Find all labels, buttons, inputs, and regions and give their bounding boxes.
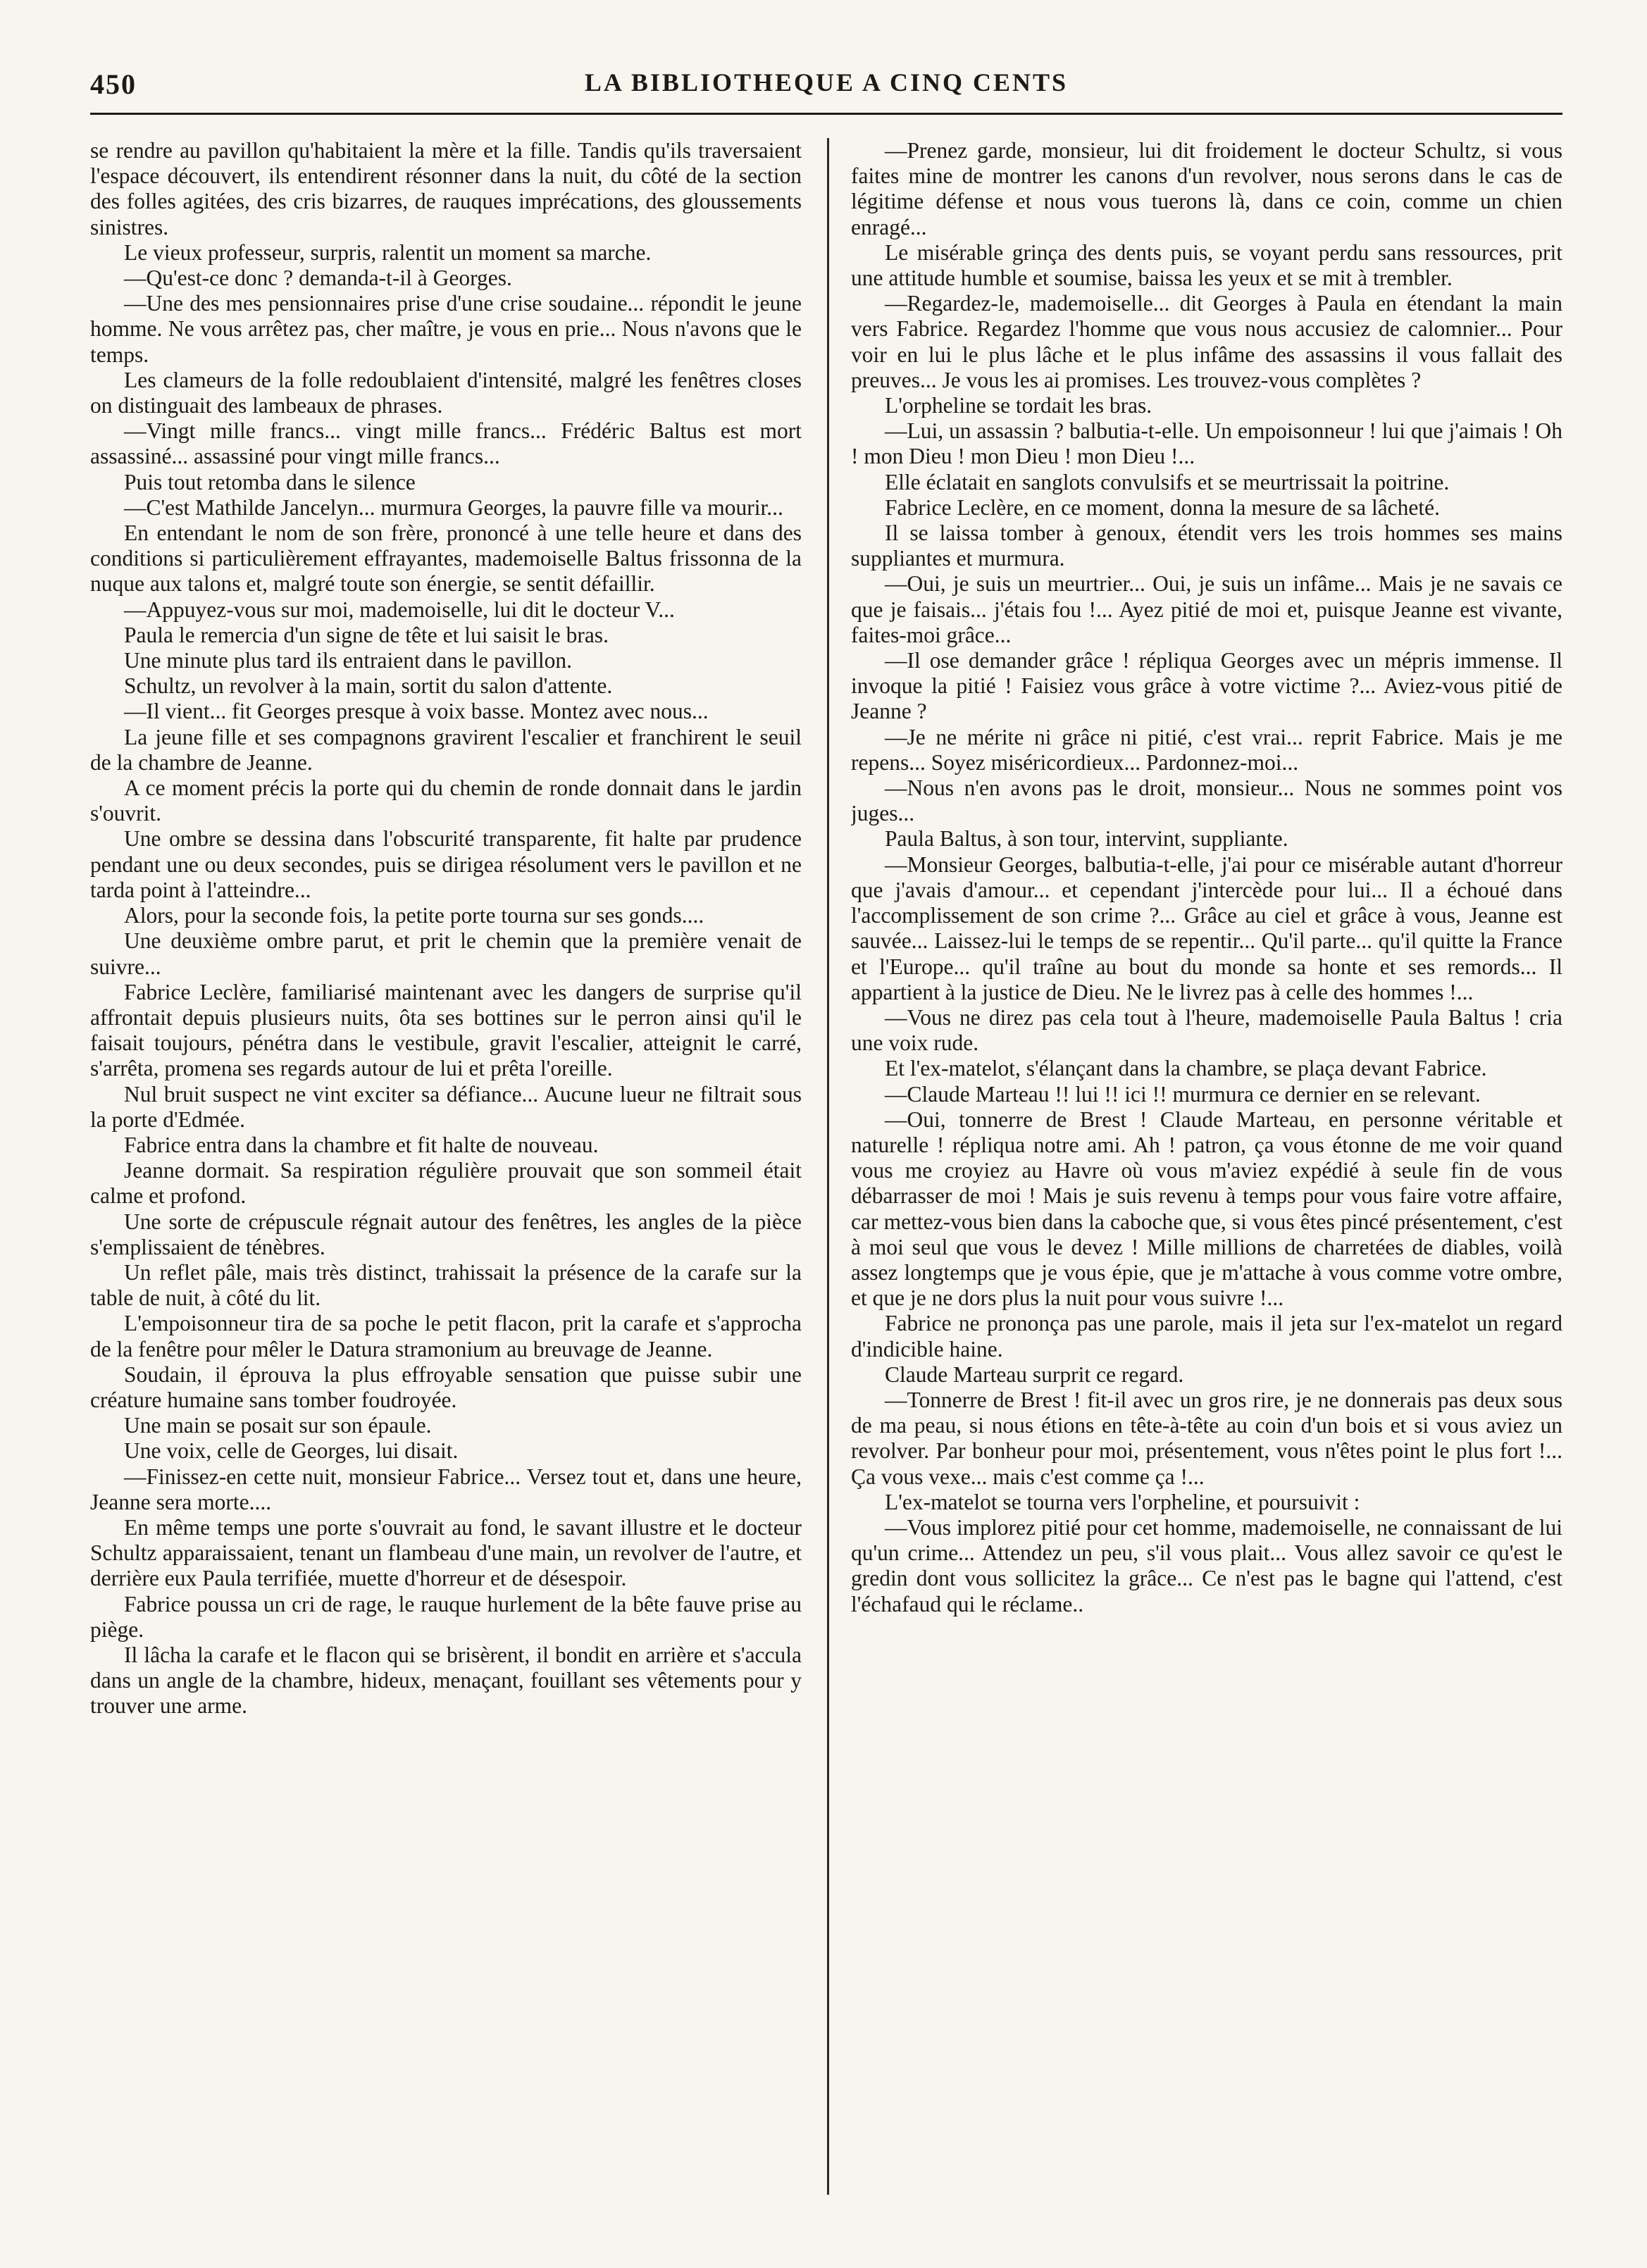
right-text-column: [851, 138, 1562, 2216]
paragraph: Schultz, un revolver à la main, sortit du salon d'attente.: [124, 673, 613, 699]
paragraph: Il lâcha la carafe et le flacon qui se brisèrent, il bondit en arrière et s'accula dans un angle de la chambre, hideux, menaçant, fouillant ses vêtements pour y trouver une arme.: [90, 1642, 802, 1719]
paragraph: —Vous ne direz pas cela tout à l'heure, mademoiselle Paula Baltus ! cria une voix rude.: [851, 1004, 1562, 1056]
paragraph: —Vous implorez pitié pour cet homme, mademoiselle, ne connaissant de lui qu'un crime... Attendez un peu, s'il vous plait... Vous allez savoir ce qu'est le gredin dont vous sollicitez la grâce... Ce n'est pas le bagne qui l'attend, c'est l'échafaud qui le réclame..: [851, 1514, 1562, 1616]
paragraph: —Je ne mérite ni grâce ni pitié, c'est vrai... reprit Fabrice. Mais je me repens... Soyez miséricordieux... Pardonnez-moi...: [851, 724, 1562, 775]
paragraph: —Tonnerre de Brest ! fit-il avec un gros rire, je ne donnerais pas deux sous de ma peau, si nous étions en tête-à-tête au coin d'un bois et si vous aviez un revolver. Par bonheur pour moi, présentement, vous n'êtes point le plus fort !... Ça vous vexe... mais c'est comme ça !...: [851, 1387, 1562, 1489]
paragraph: Le vieux professeur, surpris, ralentit un moment sa marche.: [124, 239, 652, 265]
paragraph: En même temps une porte s'ouvrait au fond, le savant illustre et le docteur Schultz apparaissaient, tenant un flambeau d'une main, un revolver de l'autre, et derrière eux Paula terrifiée, muette d'horreur et de désespoir.: [90, 1514, 802, 1591]
paragraph: L'orpheline se tordait les bras.: [885, 393, 1152, 418]
paragraph: —Oui, tonnerre de Brest ! Claude Marteau, en personne véritable et naturelle ! répliqua notre ami. Ah ! patron, ça vous étonne de me voir quand vous me croyiez au Havre où vous m'aviez expédié à seule fin de vous débarrasser de moi ! Mais je suis revenu à temps pour vous faire votre affaire, car mettez-vous bien dans la caboche que, si vous êtes pincé présentement, c'est à moi seul que vous le devez ! Mille millions de charretées de diables, voilà assez longtemps que je vous épie, que je m'attache à vous comme votre ombre, et que je ne dors plus la nuit pour vous suivre !...: [851, 1107, 1562, 1311]
paragraph: La jeune fille et ses compagnons gravirent l'escalier et franchirent le seuil de la chambre de Jeanne.: [90, 724, 802, 775]
left-text-column: [90, 138, 802, 2216]
paragraph: Une voix, celle de Georges, lui disait.: [124, 1438, 459, 1464]
paragraph: Fabrice Leclère, en ce moment, donna la mesure de sa lâcheté.: [885, 494, 1440, 520]
paragraph: —C'est Mathilde Jancelyn... murmura Georges, la pauvre fille va mourir...: [124, 494, 783, 520]
paragraph: L'empoisonneur tira de sa poche le petit flacon, prit la carafe et s'approcha de la fenêtre pour mêler le Datura stramonium au breuvage de Jeanne.: [90, 1311, 802, 1362]
paragraph: —Appuyez-vous sur moi, mademoiselle, lui dit le docteur V...: [124, 597, 675, 622]
column-divider: [827, 138, 829, 2195]
paragraph: Nul bruit suspect ne vint exciter sa défiance... Aucune lueur ne filtrait sous la porte d'Edmée.: [90, 1081, 802, 1132]
paragraph: Le misérable grinça des dents puis, se voyant perdu sans ressources, prit une attitude humble et soumise, baissa les yeux et se mit à trembler.: [851, 239, 1562, 291]
paragraph: Claude Marteau surprit ce regard.: [885, 1362, 1184, 1387]
paragraph: —Finissez-en cette nuit, monsieur Fabrice... Versez tout et, dans une heure, Jeanne sera morte....: [90, 1464, 802, 1514]
paragraph: Les clameurs de la folle redoublaient d'intensité, malgré les fenêtres closes on distinguait des lambeaux de phrases.: [90, 367, 802, 418]
paragraph: Une sorte de crépuscule régnait autour des fenêtres, les angles de la pièce s'emplissaient de ténèbres.: [90, 1209, 802, 1259]
paragraph: —Oui, je suis un meurtrier... Oui, je suis un infâme... Mais je ne savais ce que je faisais... j'étais fou !... Ayez pitié de moi et, puisque Jeanne est vivante, faites-moi grâce...: [851, 571, 1562, 647]
paragraph: —Regardez-le, mademoiselle... dit Georges à Paula en étendant la main vers Fabrice. Regardez l'homme que vous nous accusiez de calomnier... Pour voir en lui le plus lâche et le plus infâme des assassins il vous fallait des preuves... Je vous les ai promises. Les trouvez-vous complètes ?: [851, 291, 1562, 392]
header-rule: [90, 113, 1562, 115]
paragraph: —Vingt mille francs... vingt mille francs... Frédéric Baltus est mort assassiné... assassiné pour vingt mille francs...: [90, 418, 802, 469]
page-header: [90, 68, 1562, 107]
paragraph: se rendre au pavillon qu'habitaient la mère et la fille. Tandis qu'ils traversaient l'espace découvert, ils entendirent résonner dans la nuit, du côté de la section des folles agitées, des cris bizarres, de rauques imprécations, des gloussements sinistres.: [90, 138, 802, 239]
paragraph: Une ombre se dessina dans l'obscurité transparente, fit halte par prudence pendant une ou deux secondes, puis se dirigea résolument vers le pavillon et ne tarda point à l'atteindre...: [90, 826, 802, 902]
paragraph: Fabrice Leclère, familiarisé maintenant avec les dangers de surprise qu'il affrontait depuis plusieurs nuits, ôta ses bottines sur le perron ainsi qu'il le faisait toujours, pénétra dans le vestibule, gravit l'escalier, atteignit le carré, s'arrêta, promena ses regards autour de lui et prêta l'oreille.: [90, 979, 802, 1081]
paragraph: Soudain, il éprouva la plus effroyable sensation que puisse subir une créature humaine sans tomber foudroyée.: [90, 1362, 802, 1412]
paragraph: Une minute plus tard ils entraient dans le pavillon.: [124, 648, 572, 673]
paragraph: Paula le remercia d'un signe de tête et lui saisit le bras.: [124, 622, 609, 647]
paragraph: Une main se posait sur son épaule.: [124, 1413, 432, 1438]
paragraph: —Monsieur Georges, balbutia-t-elle, j'ai pour ce misérable autant d'horreur que j'avais d'amour... et cependant j'intercède pour lui... Il a échoué dans l'accomplissement de son crime ?... Grâce au ciel et grâce à vous, Jeanne est sauvée... Laissez-lui le temps de se repentir... Qu'il parte... qu'il quitte la France et l'Europe... qu'il traîne au bout du monde sa honte et ses remords... Il appartient à la justice de Dieu. Ne le livrez pas à celle des hommes !...: [851, 852, 1562, 1004]
paragraph: —Il ose demander grâce ! répliqua Georges avec un mépris immense. Il invoque la pitié ! Faisiez vous grâce à votre victime ?... Aviez-vous pitié de Jeanne ?: [851, 648, 1562, 724]
paragraph: Il se laissa tomber à genoux, étendit vers les trois hommes ses mains suppliantes et murmura.: [851, 521, 1562, 571]
paragraph: Fabrice ne prononça pas une parole, mais il jeta sur l'ex-matelot un regard d'indicible haine.: [851, 1311, 1562, 1362]
paragraph: —Lui, un assassin ? balbutia-t-elle. Un empoisonneur ! lui que j'aimais ! Oh ! mon Dieu ! mon Dieu ! mon Dieu !...: [851, 418, 1562, 469]
paragraph: A ce moment précis la porte qui du chemin de ronde donnait dans le jardin s'ouvrit.: [90, 775, 802, 826]
paragraph: Paula Baltus, à son tour, intervint, suppliante.: [885, 826, 1288, 852]
paragraph: —Nous n'en avons pas le droit, monsieur... Nous ne sommes point vos juges...: [851, 775, 1562, 826]
paragraph: Elle éclatait en sanglots convulsifs et se meurtrissait la poitrine.: [885, 469, 1450, 494]
paragraph: —Claude Marteau !! lui !! ici !! murmura ce dernier en se relevant.: [885, 1081, 1481, 1107]
paragraph: Un reflet pâle, mais très distinct, trahissait la présence de la carafe sur la table de nuit, à côté du lit.: [90, 1259, 802, 1311]
paragraph: —Une des mes pensionnaires prise d'une crise soudaine... répondit le jeune homme. Ne vous arrêtez pas, cher maître, je vous en prie... Nous n'avons que le temps.: [90, 291, 802, 367]
paragraph: Jeanne dormait. Sa respiration régulière prouvait que son sommeil était calme et profond.: [90, 1158, 802, 1209]
paragraph: En entendant le nom de son frère, prononcé à une telle heure et dans des conditions si particulièrement effrayantes, mademoiselle Baltus frissonna de la nuque aux talons et, malgré toute son énergie, se sentit défaillir.: [90, 521, 802, 597]
running-title: LA BIBLIOTHEQUE A CINQ CENTS: [584, 68, 1069, 96]
paragraph: Puis tout retomba dans le silence: [124, 469, 416, 494]
paragraph: —Prenez garde, monsieur, lui dit froidement le docteur Schultz, si vous faites mine de montrer les canons d'un revolver, nous serons dans le cas de légitime défense et nous vous tuerons là, dans ce coin, comme un chien enragé...: [851, 138, 1562, 239]
paragraph: —Il vient... fit Georges presque à voix basse. Montez avec nous...: [124, 699, 709, 724]
paragraph: L'ex-matelot se tourna vers l'orpheline, et poursuivit :: [885, 1489, 1360, 1514]
paragraph: Fabrice entra dans la chambre et fit halte de nouveau.: [124, 1132, 599, 1157]
page-number: 450: [90, 68, 137, 100]
paragraph: Et l'ex-matelot, s'élançant dans la chambre, se plaça devant Fabrice.: [885, 1056, 1487, 1081]
paragraph: —Qu'est-ce donc ? demanda-t-il à Georges.: [124, 266, 512, 291]
paragraph: Une deuxième ombre parut, et prit le chemin que la première venait de suivre...: [90, 928, 802, 979]
paragraph: Alors, pour la seconde fois, la petite porte tourna sur ses gonds....: [124, 903, 704, 928]
paragraph: Fabrice poussa un cri de rage, le rauque hurlement de la bête fauve prise au piège.: [90, 1591, 802, 1642]
